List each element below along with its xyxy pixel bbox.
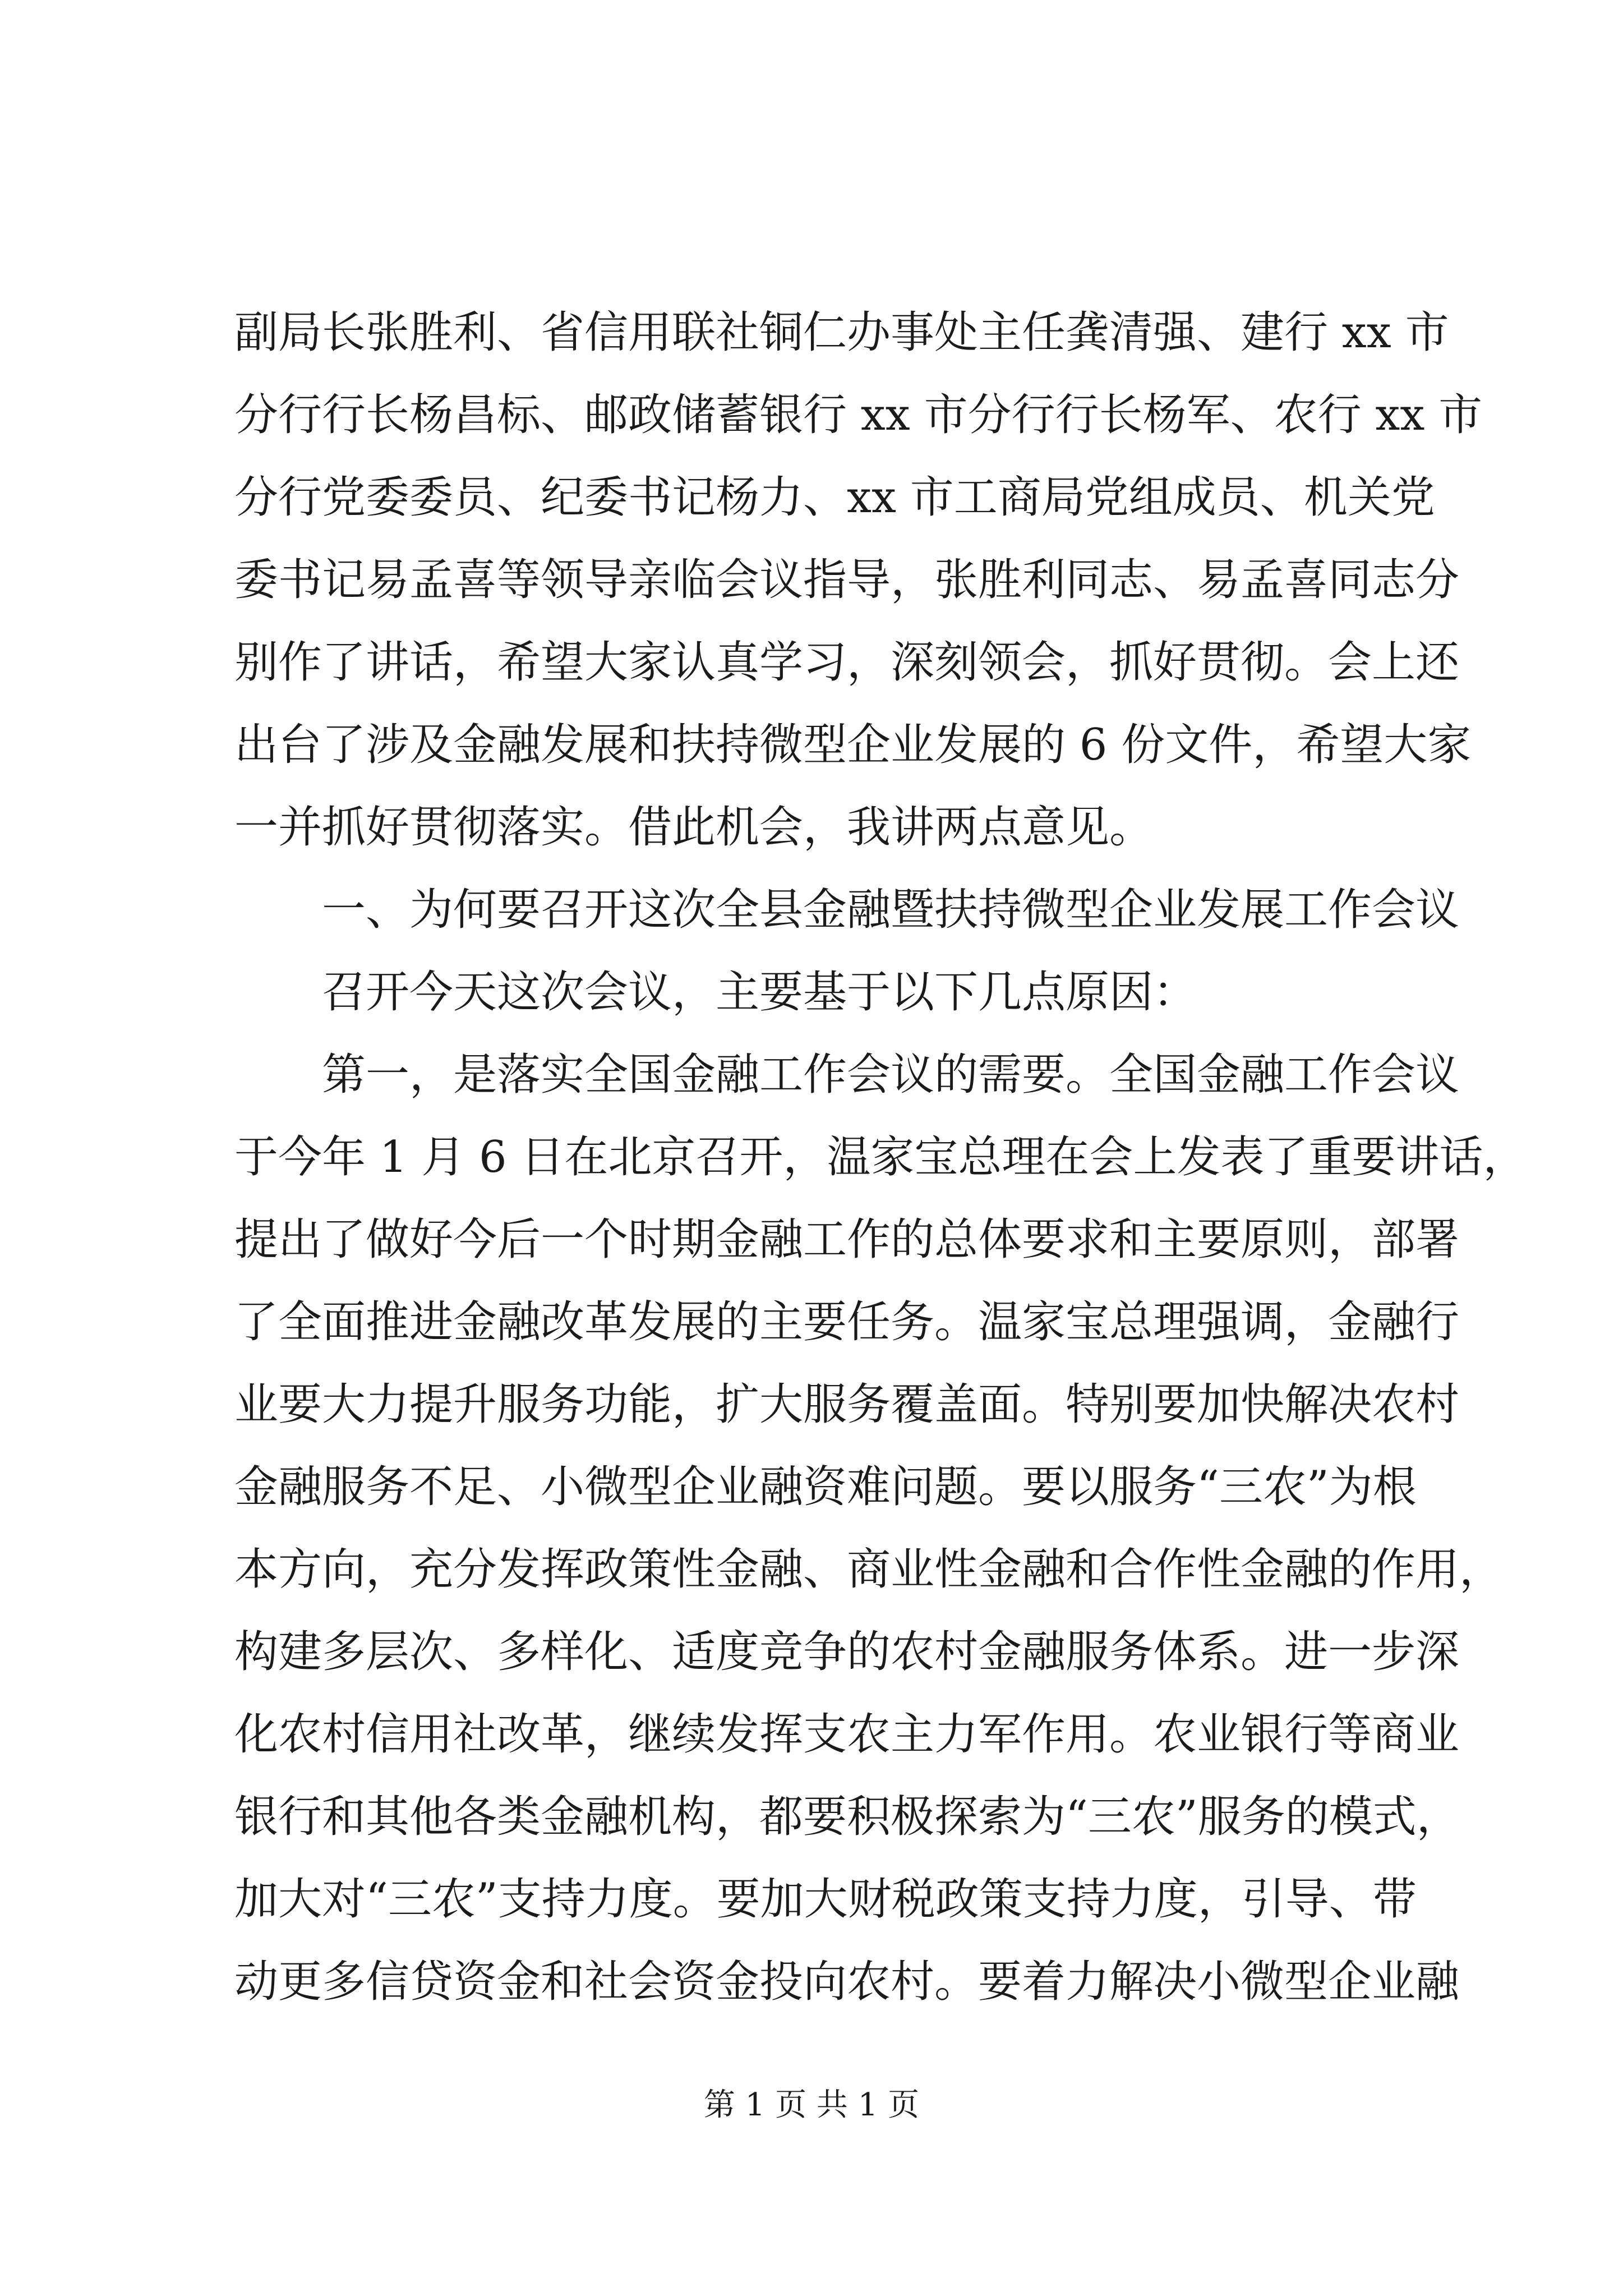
body-line: 业要大力提升服务功能，扩大服务覆盖面。特别要加快解决农村 xyxy=(234,1379,1460,1430)
body-line: 出台了涉及金融发展和扶持微型企业发展的 6 份文件，希望大家 xyxy=(234,720,1472,770)
section-heading: 一、为何要召开这次全县金融暨扶持微型企业发展工作会议 xyxy=(322,885,1460,935)
body-line: 副局长张胜利、省信用联社铜仁办事处主任龚清强、建行 xx 市 xyxy=(234,307,1449,358)
body-line: 别作了讲话，希望大家认真学习，深刻领会，抓好贯彻。会上还 xyxy=(234,637,1460,688)
body-line: 本方向，充分发挥政策性金融、商业性金融和合作性金融的作用， xyxy=(234,1544,1504,1595)
body-line: 构建多层次、多样化、适度竞争的农村金融服务体系。进一步深 xyxy=(234,1627,1460,1677)
body-line: 化农村信用社改革，继续发挥支农主力军作用。农业银行等商业 xyxy=(234,1709,1460,1760)
body-line: 银行和其他各类金融机构，都要积极探索为“三农”服务的模式， xyxy=(234,1792,1460,1842)
paragraph-intro: 召开今天这次会议，主要基于以下几点原因： xyxy=(322,967,1197,1018)
body-line: 一并抓好贯彻落实。借此机会，我讲两点意见。 xyxy=(234,802,1154,853)
body-line: 加大对“三农”支持力度。要加大财税政策支持力度，引导、带 xyxy=(234,1874,1417,1925)
page-footer: 第 1 页 共 1 页 xyxy=(703,2087,920,2123)
body-line: 于今年 1 月 6 日在北京召开，温家宝总理在会上发表了重要讲话， xyxy=(234,1132,1527,1182)
body-line: 分行党委委员、纪委书记杨力、xx 市工商局党组成员、机关党 xyxy=(234,472,1435,523)
body-line: 了全面推进金融改革发展的主要任务。温家宝总理强调，金融行 xyxy=(234,1297,1460,1347)
body-line: 第一，是落实全国金融工作会议的需要。全国金融工作会议 xyxy=(322,1050,1460,1100)
body-line: 分行行长杨昌标、邮政储蓄银行 xx 市分行行长杨军、农行 xx 市 xyxy=(234,390,1483,440)
document-body xyxy=(234,292,1527,2023)
body-line: 金融服务不足、小微型企业融资难问题。要以服务“三农”为根 xyxy=(234,1462,1417,1512)
body-line: 动更多信贷资金和社会资金投向农村。要着力解决小微型企业融 xyxy=(234,1957,1460,2007)
body-line: 委书记易孟喜等领导亲临会议指导，张胜利同志、易孟喜同志分 xyxy=(234,555,1460,605)
body-line: 提出了做好今后一个时期金融工作的总体要求和主要原则，部署 xyxy=(234,1214,1460,1265)
